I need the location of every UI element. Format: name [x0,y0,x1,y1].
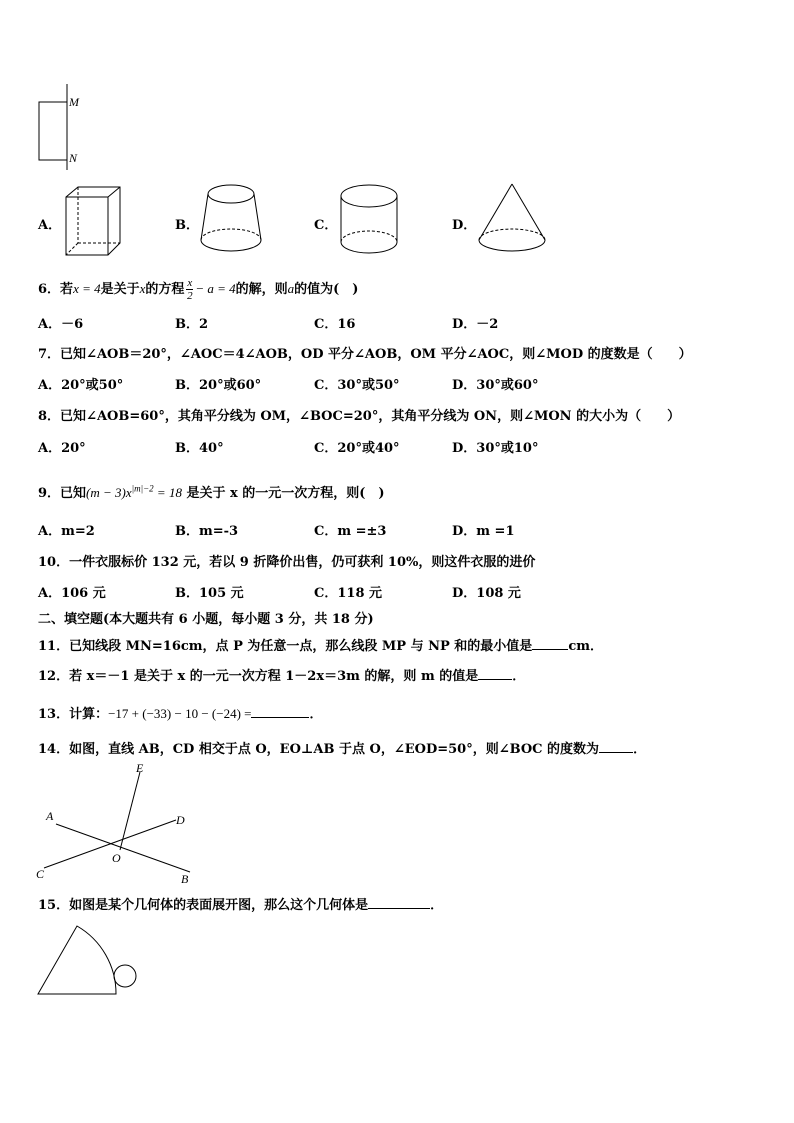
q10-option-c: C．118 元 [314,586,383,601]
q9-exponent: |m|−2 [131,483,154,494]
q7-option-c: C．30°或50° [314,378,400,393]
q6-mid1: 是关于 [100,282,140,297]
q6-eq-rest: − a = 4 [195,281,236,296]
question-14 [38,738,646,757]
question-13 [38,703,323,722]
cylinder-figure [338,182,400,262]
label-c: C [36,867,45,881]
q14-text: 14．如图，直线 AB，CD 相交于点 O，EO⊥AB 于点 O，∠EOD=50°，则∠BOC 的度数为 [38,742,600,757]
q5-option-c: C． [314,218,338,233]
q9-option-b: B．m=-3 [175,524,239,539]
q15-end: ． [430,898,444,913]
q6-number: 6． [38,282,61,297]
q5-option-a: A． [38,218,62,233]
question-8: 8．已知∠AOB=60°，其角平分线为 OM，∠BOC=20°，其角平分线为 ON，则∠MON 的大小为（ ） [38,409,681,424]
q12-answer-blank[interactable] [478,679,512,680]
q8-option-b: B．40° [175,441,224,456]
rectangular-prism-figure [62,185,124,260]
q9-eq: = 18 [153,485,182,500]
question-11 [38,635,603,654]
rotation-figure [36,82,96,172]
q9-rest: 是关于 x 的一元一次方程，则( ) [181,486,385,501]
label-n: N [69,151,78,165]
q9-option-d: D．m =1 [452,524,515,539]
q13-label: 13．计算： [38,707,109,722]
question-15 [38,894,443,913]
q7-option-b: B．20°或60° [175,378,262,393]
question-6 [38,277,358,302]
q6-pre: 若 [60,282,74,297]
q6-fraction [186,277,193,302]
intersecting-lines-figure [30,760,200,885]
q7-option-a: A．20°或50° [38,378,124,393]
q6-x: x [139,281,146,296]
q6-mid3: 的解，则 [235,282,288,297]
q6-a: a [287,281,295,296]
q7-option-d: D．30°或60° [452,378,539,393]
q10-option-a: A．106 元 [38,586,106,601]
q6-frac-num: x [187,277,193,289]
q14-answer-blank[interactable] [599,752,633,753]
q10-option-d: D．108 元 [452,586,521,601]
q11-text: 11．已知线段 MN=16cm，点 P 为任意一点，那么线段 MP 与 NP 和的最小值是 [38,639,533,654]
q5-option-d: D． [452,218,477,233]
q8-option-a: A．20° [38,441,86,456]
section-2-heading: 二、填空题(本大题共有 6 小题，每小题 3 分，共 18 分) [38,612,374,627]
label-a: A [46,809,54,823]
q6-option-c: C．16 [314,317,356,332]
cone-figure [476,182,548,262]
q6-mid2: 的方程 [145,282,185,297]
q5-option-b: B． [175,218,199,233]
q11-unit: cm． [568,639,603,654]
label-o: O [112,851,121,865]
q14-end: ． [633,742,647,757]
question-12 [38,665,525,684]
q8-option-c: C．20°或40° [314,441,400,456]
q15-answer-blank[interactable] [368,908,430,909]
q15-text: 15．如图是某个几何体的表面展开图，那么这个几何体是 [38,898,369,913]
q12-end: ． [512,669,526,684]
q6-option-d: D．－2 [452,317,499,332]
q6-option-b: B．2 [175,317,209,332]
q9-option-a: A．m=2 [38,524,95,539]
q13-end: ． [309,707,323,722]
label-m: M [69,95,79,109]
q6-frac-den: 2 [187,290,193,302]
label-e: E [136,761,144,775]
question-9 [38,482,385,501]
question-10: 10．一件衣服标价 132 元，若以 9 折降价出售，仍可获利 10%，则这件衣服的进价 [38,555,536,570]
q6-end: 的值为( ) [294,282,359,297]
q13-expr: −17 + (−33) − 10 − (−24) = [108,706,252,721]
q12-text: 12．若 x＝－1 是关于 x 的一元一次方程 1－2x＝3m 的解，则 m 的值是 [38,669,479,684]
label-d: D [176,813,185,827]
q6-option-a: A．－6 [38,317,84,332]
q9-option-c: C．m =±3 [314,524,387,539]
q10-option-b: B．105 元 [175,586,244,601]
q9-number: 9．已知 [38,486,87,501]
q8-option-d: D．30°或10° [452,441,539,456]
q9-expr: (m − 3)x [86,485,132,500]
question-7: 7．已知∠AOB＝20°，∠AOC＝4∠AOB，OD 平分∠AOB，OM 平分∠AOC，则∠MOD 的度数是（ ） [38,347,692,362]
label-b: B [181,872,189,886]
q11-answer-blank[interactable] [532,649,568,650]
q6-x-eq: x = 4 [73,281,101,296]
cone-net-figure [34,922,144,1002]
frustum-figure [198,180,264,260]
q13-answer-blank[interactable] [251,717,309,718]
